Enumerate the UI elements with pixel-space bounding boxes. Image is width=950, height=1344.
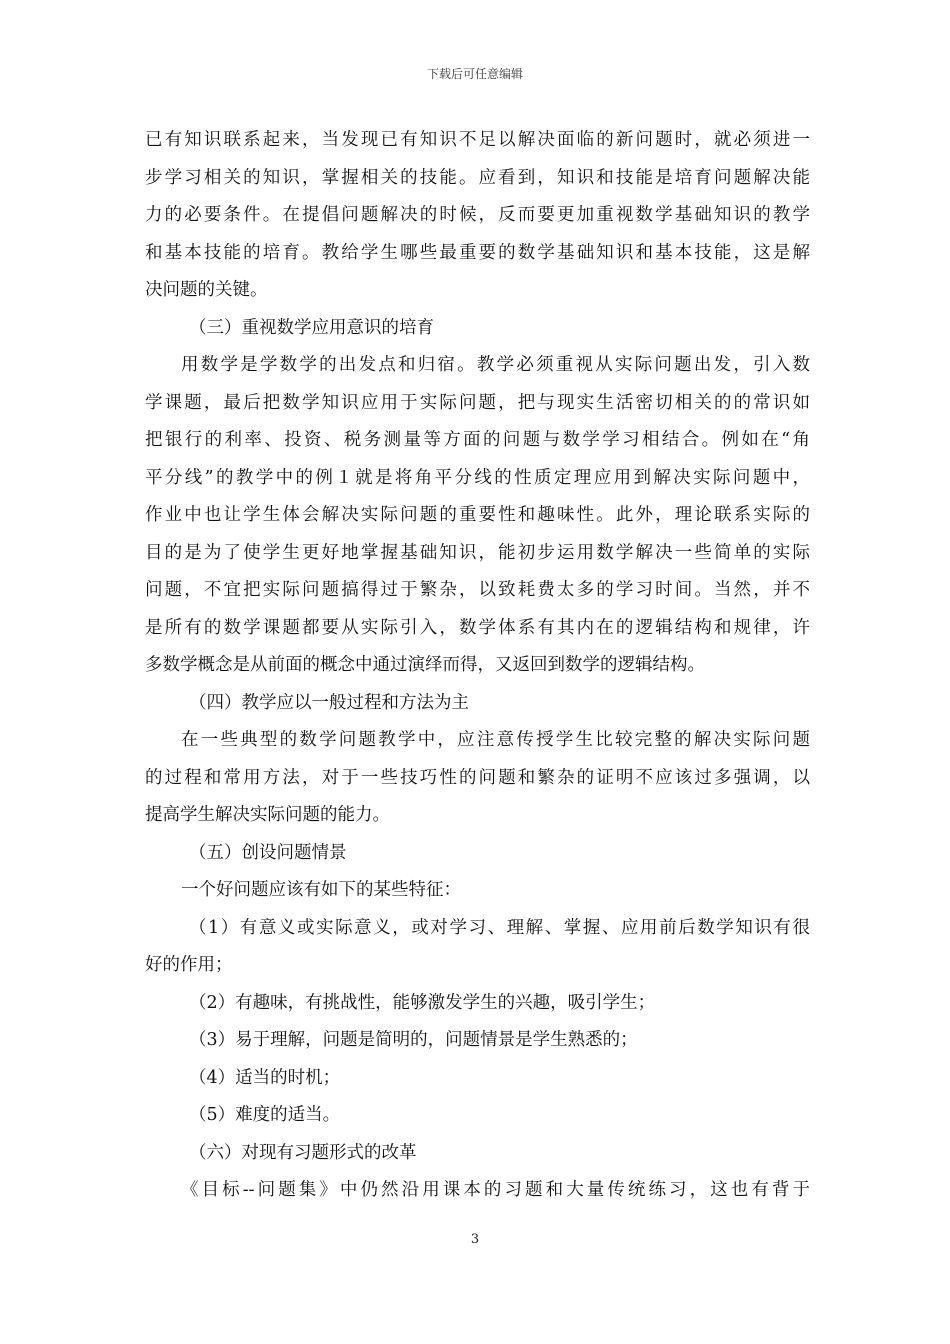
- list-item-line: 好的作用；: [145, 955, 233, 975]
- page-number: 3: [470, 1232, 480, 1247]
- paragraph-line: 提高学生解决实际问题的能力。: [145, 805, 390, 825]
- list-item-line: （2）有趣味，有挑战性，能够激发学生的兴趣，吸引学生；: [189, 992, 656, 1013]
- paragraph-line: 是所有的数学课题都要从实际引入，数学体系有其内在的逻辑结构和规律，许: [145, 617, 810, 638]
- paragraph-line: 学课题，最后把数学知识应用于实际问题，把与现实生活密切相关的的常识如: [145, 392, 810, 413]
- section-heading: （五）创设问题情景: [189, 842, 347, 863]
- section-heading: （六）对现有习题形式的改革: [189, 1142, 417, 1163]
- paragraph-line: 的过程和常用方法，对于一些技巧性的问题和繁杂的证明不应该过多强调，以: [145, 767, 810, 788]
- list-item-line: （4）适当的时机；: [189, 1067, 341, 1088]
- paragraph-line: 一个好问题应该有如下的某些特征：: [181, 880, 461, 900]
- paragraph-line: 力的必要条件。在提倡问题解决的时候，反而要更加重视数学基础知识的教学: [145, 205, 810, 225]
- paragraph-line: 作业中也让学生体会解决实际问题的重要性和趣味性。此外，理论联系实际的: [145, 505, 810, 525]
- paragraph-line: 问题，不宜把实际问题搞得过于繁杂，以致耗费太多的学习时间。当然，并不: [145, 580, 810, 600]
- paragraph-line: 和基本技能的培育。教给学生哪些最重要的数学基础知识和基本技能，这是解: [145, 242, 810, 263]
- paragraph-line: 平分线”的教学中的例１就是将角平分线的性质定理应用到解决实际问题中，: [145, 467, 810, 488]
- paragraph-line: 把银行的利率、投资、税务测量等方面的问题与数学学习相结合。例如在“角: [145, 430, 810, 450]
- paragraph-line: 用数学是学数学的出发点和归宿。教学必须重视从实际问题出发，引入数: [181, 355, 810, 375]
- list-item-line: （3）易于理解，问题是简明的，问题情景是学生熟悉的；: [189, 1030, 638, 1050]
- paragraph-line: 决问题的关键。: [145, 280, 268, 300]
- list-item-line: （1）有意义或实际意义，或对学习、理解、掌握、应用前后数学知识有很: [189, 917, 810, 938]
- paragraph-line: 在一些典型的数学问题教学中，应注意传授学生比较完整的解决实际问题: [181, 730, 810, 750]
- paragraph-line: 已有知识联系起来，当发现已有知识不足以解决面临的新问题时，就必须进一: [145, 130, 810, 150]
- paragraph-line: 步学习相关的知识，掌握相关的技能。应看到，知识和技能是培育问题解决能: [145, 167, 810, 188]
- list-item-line: （5）难度的适当。: [189, 1105, 341, 1125]
- paragraph-line: 目的是为了使学生更好地掌握基础知识，能初步运用数学解决一些简单的实际: [145, 542, 810, 563]
- section-heading: （三）重视数学应用意识的培育: [189, 317, 434, 338]
- section-heading: （四）教学应以一般过程和方法为主: [189, 692, 469, 713]
- page-header: 下载后可任意编辑: [426, 67, 523, 81]
- paragraph-line: 多数学概念是从前面的概念中通过演绎而得，又返回到数学的逻辑结构。: [145, 655, 705, 675]
- document-body: [145, 122, 810, 1210]
- paragraph-line: 《目标--问题集》中仍然沿用课本的习题和大量传统练习，这也有背于: [181, 1180, 810, 1200]
